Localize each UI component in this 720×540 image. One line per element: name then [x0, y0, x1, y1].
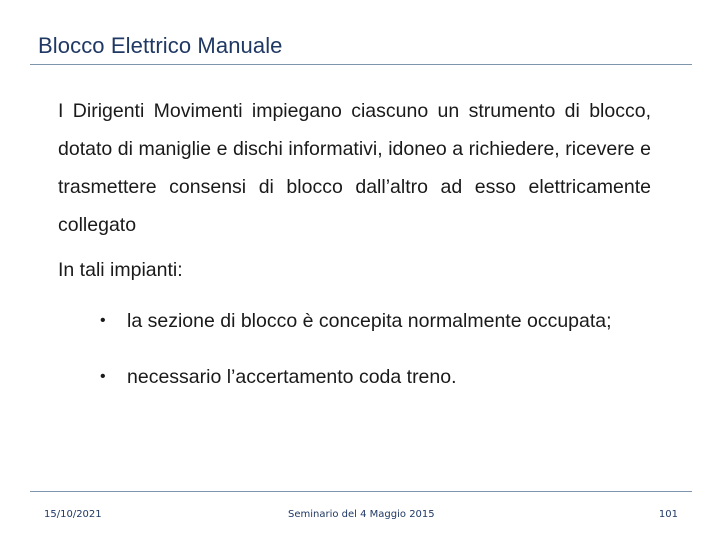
bullet-marker: •: [100, 312, 106, 329]
footer-title: Seminario del 4 Maggio 2015: [288, 509, 435, 520]
bullet-item: [100, 362, 650, 392]
title-divider: [30, 64, 692, 65]
page-number: 101: [658, 509, 678, 520]
bullet-list: [100, 306, 650, 392]
bullet-text: la sezione di blocco è concepita normalmente occupata;: [127, 310, 612, 332]
bullet-item: [100, 306, 650, 336]
intro-text: In tali impianti:: [58, 259, 183, 281]
footer-divider: [30, 491, 692, 492]
footer-date: 15/10/2021: [44, 509, 102, 520]
bullet-marker: •: [100, 368, 106, 385]
slide-title: Blocco Elettrico Manuale: [38, 33, 283, 58]
body-paragraph: I Dirigenti Movimenti impiegano ciascuno un strumento di blocco, dotato di maniglie e dischi informativi, idoneo a richiedere, ricevere e trasmettere consensi di blocco dall’altro ad esso elettricamente collegato: [58, 100, 651, 236]
bullet-text: necessario l’accertamento coda treno.: [127, 366, 457, 388]
